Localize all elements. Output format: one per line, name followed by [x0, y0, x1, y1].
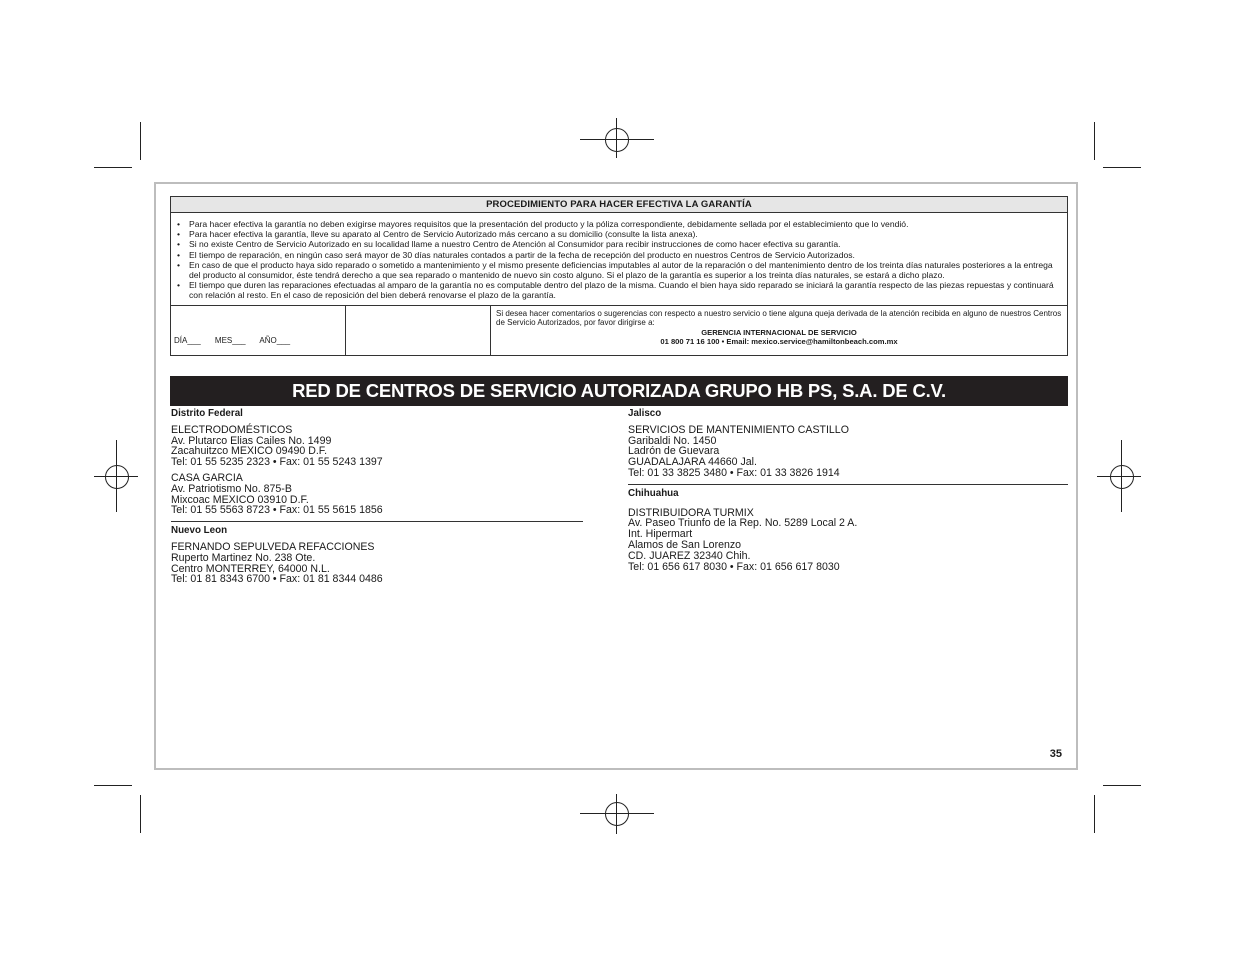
- center-phone: Tel: 01 81 8343 6700 • Fax: 01 81 8344 0486: [171, 573, 383, 586]
- center-name: FERNANDO SEPULVEDA REFACCIONES: [171, 540, 375, 553]
- date-year-field: AÑO___: [259, 335, 291, 345]
- comments-cell: [491, 306, 1067, 355]
- crop-mark: [94, 785, 132, 786]
- center-city: GUADALAJARA 44660 Jal.: [628, 456, 757, 469]
- center-city: Zacahuitzco MEXICO 09490 D.F.: [171, 445, 328, 458]
- region-heading: Jalisco: [628, 408, 662, 419]
- region-heading: Nuevo Leon: [171, 525, 228, 537]
- center-address: Av. Patriotismo No. 875-B: [171, 482, 292, 495]
- crop-mark: [140, 795, 141, 833]
- procedure-footer: [171, 306, 1067, 355]
- left-column: [171, 409, 583, 590]
- comments-text: Si desea hacer comentarios o sugerencias con respecto a nuestro servicio o tiene alguna queja derivada de la atención recibida en alguno de nuestros Centros de Servicio Autorizados, por favor dirigirse a:: [496, 308, 1062, 328]
- document-page: [154, 182, 1078, 770]
- list-item: • Para hacer efectiva la garantía, lleve su aparato al Centro de Servicio Autorizado más cercano a su domicilio (consulte la lista anexa).: [177, 229, 1061, 239]
- region-heading: Chihuahua: [628, 487, 679, 499]
- center-district: Ladrón de Guevara: [628, 445, 720, 458]
- center-address: Ruperto Martinez No. 238 Ote.: [171, 551, 316, 564]
- center-phone: Tel: 01 55 5563 8723 • Fax: 01 55 5615 1856: [171, 504, 383, 517]
- procedure-list: [171, 213, 1067, 306]
- warranty-procedure-box: [170, 196, 1068, 356]
- center-city: Mixcoac MEXICO 03910 D.F.: [171, 493, 309, 506]
- service-center-entry: [628, 508, 1068, 573]
- center-address: Garibaldi No. 1450: [628, 434, 717, 447]
- center-name: ELECTRODOMÉSTICOS: [171, 423, 293, 436]
- list-item: • El tiempo que duren las reparaciones efectuadas al amparo de la garantía no es computable dentro del plazo de la misma. Cuando el bien haya sido reparado se iniciará la garantía respecto de las piezas repuestas y continuará con relación al resto. En el caso de reposición del bien deberá renovarse el plazo de la garantía.: [177, 280, 1061, 300]
- region-heading: Distrito Federal: [171, 408, 243, 419]
- service-center-entry: [171, 542, 583, 585]
- date-day-field: DÍA___: [174, 335, 201, 345]
- center-phone: Tel: 01 33 3825 3480 • Fax: 01 33 3826 1914: [628, 466, 840, 479]
- center-phone: Tel: 01 55 5235 2323 • Fax: 01 55 5243 1397: [171, 456, 383, 469]
- date-month-field: MES___: [214, 335, 246, 345]
- crop-mark: [94, 167, 132, 168]
- center-name: SERVICIOS DE MANTENIMIENTO CASTILLO: [628, 423, 849, 436]
- service-contact: 01 800 71 16 100 • Email: mexico.service@hamiltonbeach.com.mx: [660, 337, 898, 347]
- right-column: [628, 409, 1068, 577]
- service-network-banner: RED DE CENTROS DE SERVICIO AUTORIZADA GRUPO HB PS, S.A. DE C.V.: [170, 376, 1068, 406]
- center-phone: Tel: 01 656 617 8030 • Fax: 01 656 617 8030: [628, 560, 840, 573]
- center-name: DISTRIBUIDORA TURMIX: [628, 506, 754, 519]
- list-item: • En caso de que el producto haya sido reparado o sometido a mantenimiento y el mismo presente deficiencias imputables al autor de la reparación o del mantenimiento dentro de los treinta días naturales posteriores a la entrega del producto al consumidor, éste tendrá derecho a que sea reparado o mantenido de nuevo sin costo alguno. Si el plazo de la garantía es superior a los treinta días naturales, se estará a dicho plazo.: [177, 260, 1061, 280]
- crop-mark: [1094, 795, 1095, 833]
- page-number: 35: [1049, 748, 1062, 760]
- center-name: CASA GARCIA: [171, 471, 243, 484]
- center-district: Alamos de San Lorenzo: [628, 538, 742, 551]
- list-item: • El tiempo de reparación, en ningún caso será mayor de 30 días naturales contados a partir de la fecha de recepción del producto en nuestros Centros de Servicio Autorizados.: [177, 250, 1061, 260]
- list-item: • Para hacer efectiva la garantía no deben exigirse mayores requisitos que la presentación del producto y la póliza correspondiente, debidamente sellada por el establecimiento que lo vendió.: [177, 219, 1061, 229]
- divider: [628, 484, 1068, 485]
- crop-mark: [140, 122, 141, 160]
- center-address: Av. Plutarco Elias Cailes No. 1499: [171, 434, 332, 447]
- center-address: Av. Paseo Triunfo de la Rep. No. 5289 Local 2 A.: [628, 517, 858, 530]
- crop-mark: [1103, 785, 1141, 786]
- service-center-entry: [171, 473, 583, 516]
- date-cell: [171, 306, 346, 355]
- center-building: Int. Hipermart: [628, 528, 693, 541]
- divider: [171, 521, 583, 522]
- service-center-entry: [628, 425, 1068, 479]
- service-department: GERENCIA INTERNACIONAL DE SERVICIO: [701, 327, 857, 337]
- crop-mark: [1094, 122, 1095, 160]
- list-item: • Si no existe Centro de Servicio Autorizado en su localidad llame a nuestro Centro de Atención al Consumidor para recibir instrucciones de como hacer efectiva su garantía.: [177, 239, 1061, 249]
- center-city: CD. JUAREZ 32340 Chih.: [628, 549, 751, 562]
- procedure-title: PROCEDIMIENTO PARA HACER EFECTIVA LA GARANTÍA: [171, 197, 1067, 213]
- center-city: Centro MONTERREY, 64000 N.L.: [171, 562, 330, 575]
- stamp-cell: [346, 306, 491, 355]
- crop-mark: [1103, 167, 1141, 168]
- service-center-entry: [171, 425, 583, 468]
